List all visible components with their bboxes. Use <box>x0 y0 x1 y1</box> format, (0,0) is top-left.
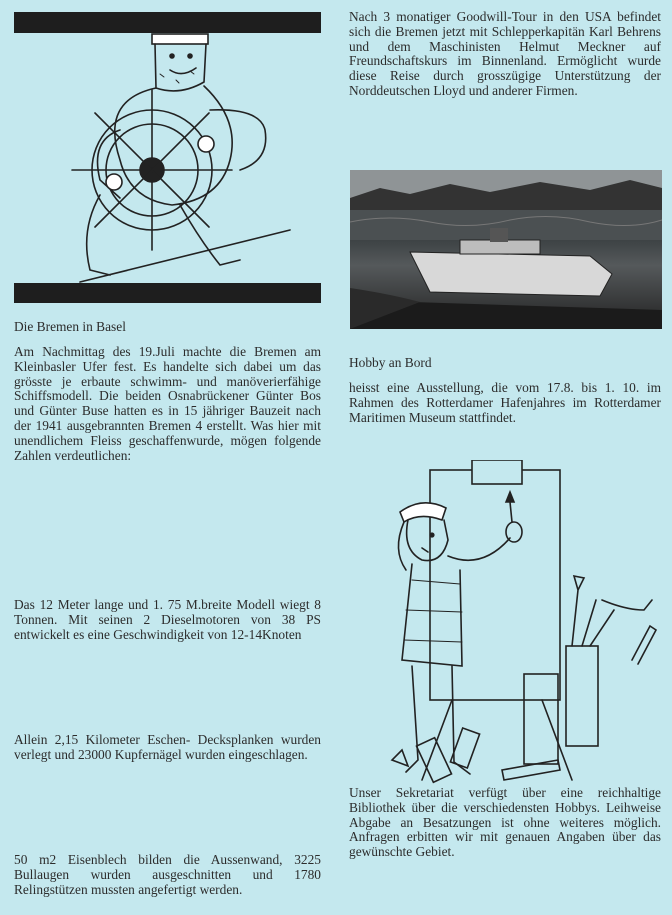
stats-paragraph-planks: Allein 2,15 Kilometer Eschen- Decksplanken wurden verlegt und 23000 Kupfernägel wurden eingeschlagen. <box>14 732 321 762</box>
basel-paragraph: Am Nachmittag des 19.Juli machte die Bremen am Kleinbasler Ufer fest. Es handelte sich dabei um das grösste je erbaute schwimm- und manöverierfähige Schiffsmodell. Die beiden Osnabrückener Günter Bos und Günter Buse hatten es in 15 jähriger Bauzeit nach der 1941 ausgebrannten Bremen 4 erstellt. Was hier mit unendlichem Fleiss geschaffenwurde, mögen folgende Zahlen verdeutlichen: <box>14 344 321 463</box>
stats-paragraph-hull: 50 m2 Eisenblech bilden die Aussenwand, 3225 Bullaugen wurden ausgeschnitten und 1780 Relingstützen mussten angefertigt werden. <box>14 852 321 897</box>
library-paragraph: Unser Sekretariat verfügt über eine reichhaltige Bibliothek über die verschiedensten Hobbys. Leihweise Abgabe an Besatzungen ist ohne weiteres möglich. Anfragen erbitten wir mit genauen Angaben über das gewünschte Gebiet. <box>349 785 661 860</box>
bottom-black-bar <box>14 283 321 303</box>
sailor-painting-illustration <box>382 460 662 785</box>
ship-model-photo <box>350 170 662 329</box>
basel-heading: Die Bremen in Basel <box>14 319 126 334</box>
goodwill-paragraph: Nach 3 monatiger Goodwill-Tour in den USA befindet sich die Bremen jetzt mit Schlepperkapitän Karl Behrens und dem Maschinisten Helmut Meckner auf Freundschaftskurs im Binnenland. Ermöglicht wurde diese Reise durch grosszügige Unterstützung der Norddeutschen Lloyd und anderer Firmen. <box>349 9 661 98</box>
hobby-heading: Hobby an Bord <box>349 355 432 370</box>
hobby-paragraph: heisst eine Ausstellung, die vom 17.8. bis 1. 10. im Rahmen des Rotterdamer Hafenjahres im Rotterdamer Maritimen Museum stattfindet. <box>349 380 661 425</box>
sailor-at-ship-wheel-illustration <box>60 30 300 285</box>
stats-paragraph-length: Das 12 Meter lange und 1. 75 M.breite Modell wiegt 8 Tonnen. Mit seinen 2 Dieselmotoren von 38 PS entwickelt es eine Geschwindigkeit von 12-14Knoten <box>14 597 321 642</box>
